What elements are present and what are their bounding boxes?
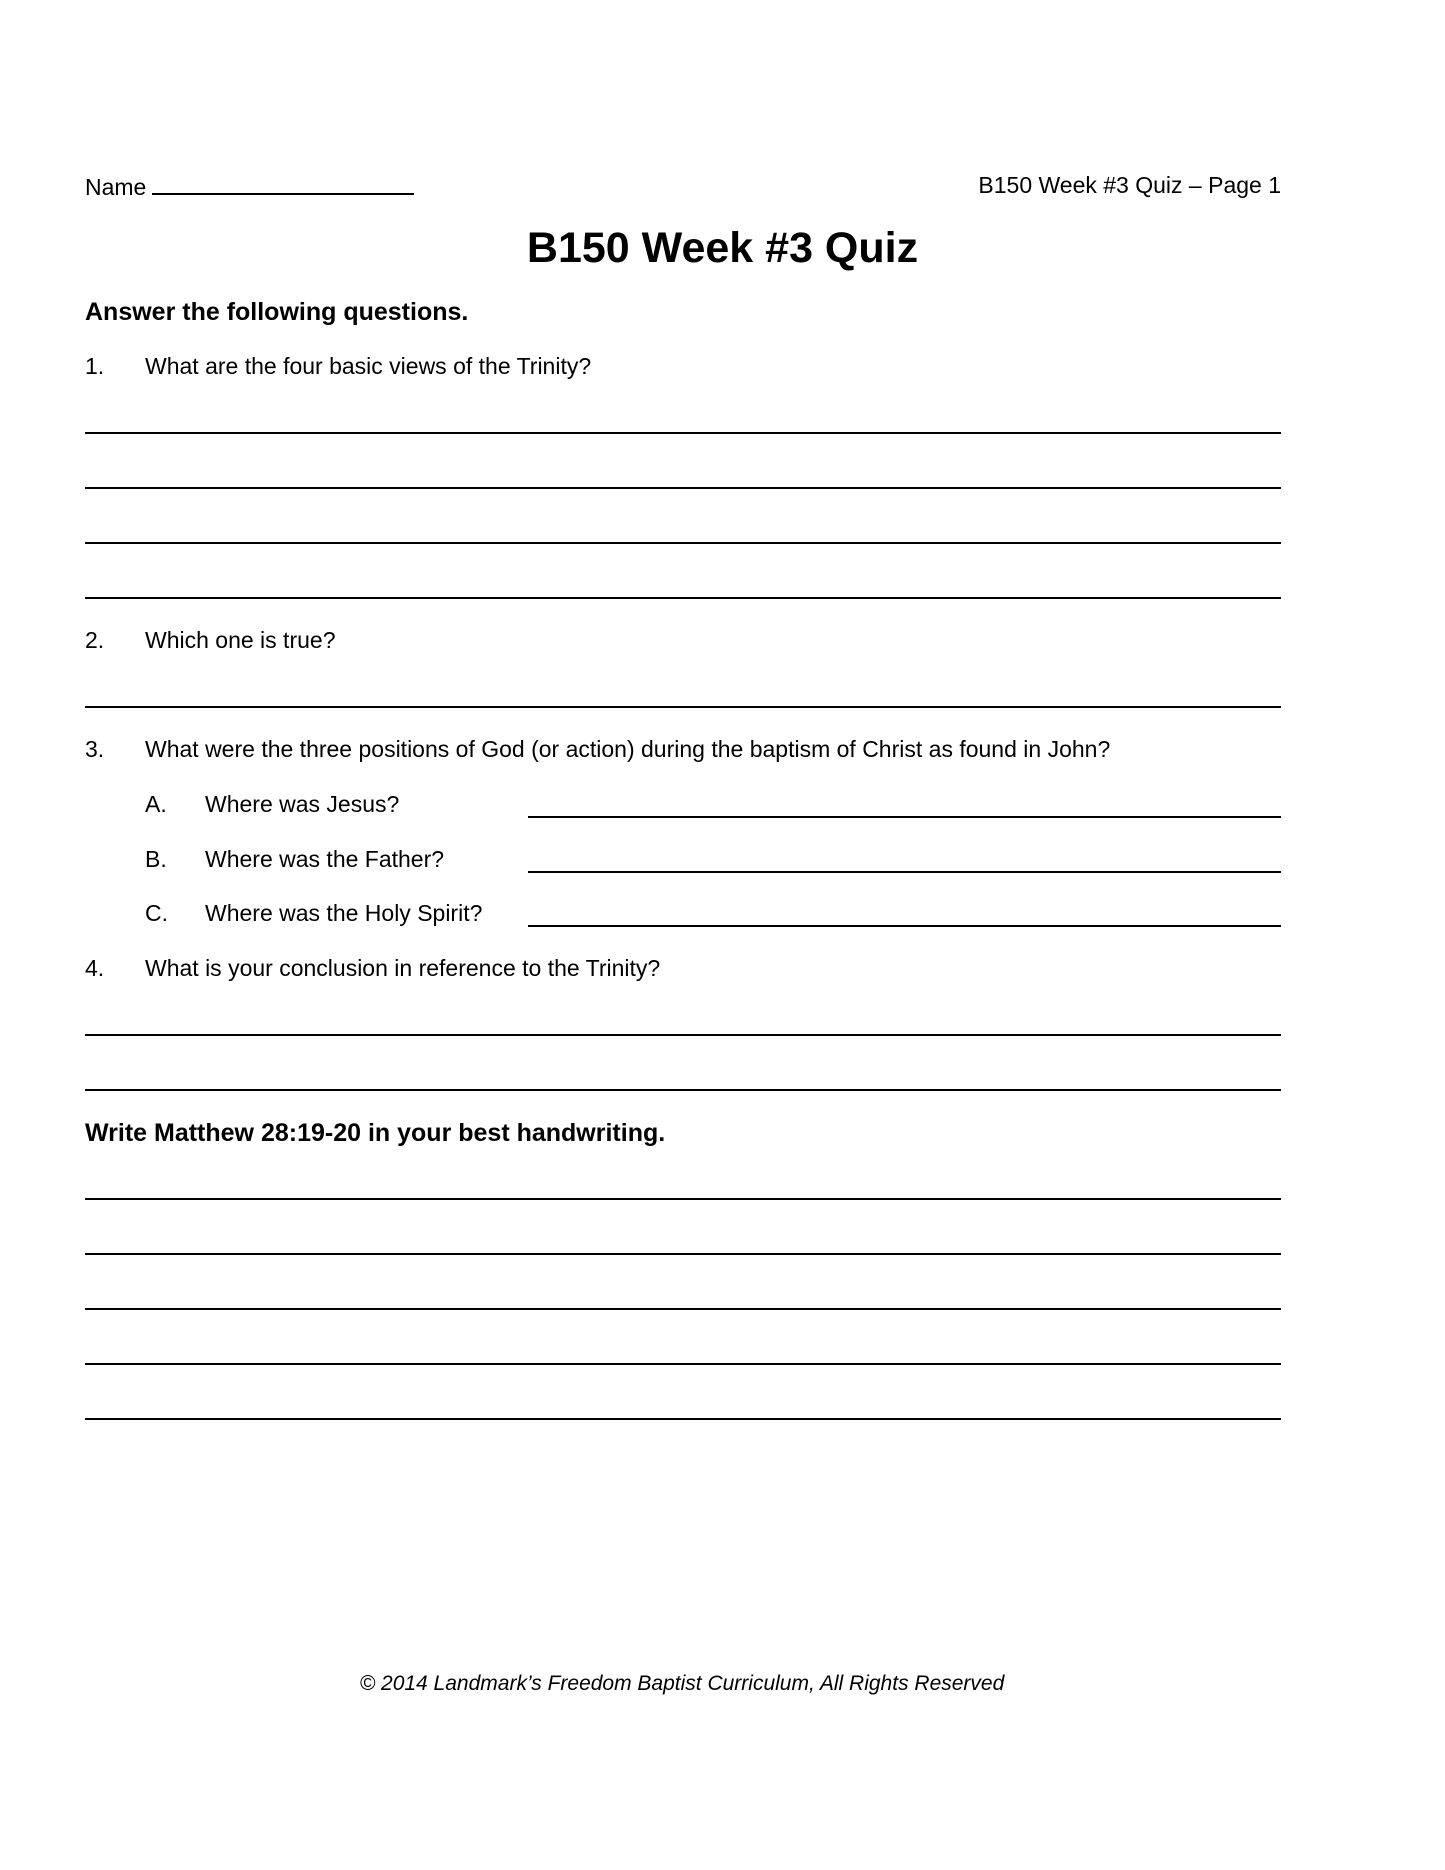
instructions-heading: Answer the following questions. xyxy=(85,298,469,326)
answer-line[interactable] xyxy=(85,706,1281,708)
question-1-text: What are the four basic views of the Trinity? xyxy=(145,353,592,379)
question-2-number: 2. xyxy=(85,627,105,653)
handwriting-line[interactable] xyxy=(85,1363,1281,1365)
question-4-number: 4. xyxy=(85,955,105,981)
question-4-text: What is your conclusion in reference to the Trinity? xyxy=(145,955,661,981)
question-3-part-b-letter: B. xyxy=(145,846,167,872)
question-3-text: What were the three positions of God (or action) during the baptism of Christ as found in John? xyxy=(145,736,1111,762)
answer-line[interactable] xyxy=(85,1089,1281,1091)
question-3-part-b-text: Where was the Father? xyxy=(205,846,445,872)
question-3-part-a-letter: A. xyxy=(145,791,167,817)
question-2-text: Which one is true? xyxy=(145,627,336,653)
copyright-footer: © 2014 Landmark’s Freedom Baptist Curriculum, All Rights Reserved xyxy=(359,1672,1005,1695)
handwriting-line[interactable] xyxy=(85,1253,1281,1255)
question-3-part-a-text: Where was Jesus? xyxy=(205,791,400,817)
answer-line[interactable] xyxy=(85,432,1281,434)
handwriting-line[interactable] xyxy=(85,1308,1281,1310)
answer-line[interactable] xyxy=(85,542,1281,544)
name-blank-line[interactable] xyxy=(152,171,414,195)
question-3-number: 3. xyxy=(85,736,105,762)
answer-line[interactable] xyxy=(85,487,1281,489)
question-3-part-c-text: Where was the Holy Spirit? xyxy=(205,900,483,926)
handwriting-heading: Write Matthew 28:19-20 in your best handwriting. xyxy=(85,1119,666,1147)
answer-line[interactable] xyxy=(528,871,1281,873)
question-1-number: 1. xyxy=(85,353,105,379)
question-3-part-c-letter: C. xyxy=(145,900,168,926)
handwriting-line[interactable] xyxy=(85,1198,1281,1200)
answer-line[interactable] xyxy=(528,816,1281,818)
answer-line[interactable] xyxy=(85,1034,1281,1036)
handwriting-line[interactable] xyxy=(85,1418,1281,1420)
name-field[interactable] xyxy=(85,171,414,201)
answer-line[interactable] xyxy=(85,597,1281,599)
name-label: Name xyxy=(85,174,147,200)
page-title: B150 Week #3 Quiz xyxy=(526,224,919,272)
answer-line[interactable] xyxy=(528,925,1281,927)
page-label: B150 Week #3 Quiz – Page 1 xyxy=(978,172,1281,198)
